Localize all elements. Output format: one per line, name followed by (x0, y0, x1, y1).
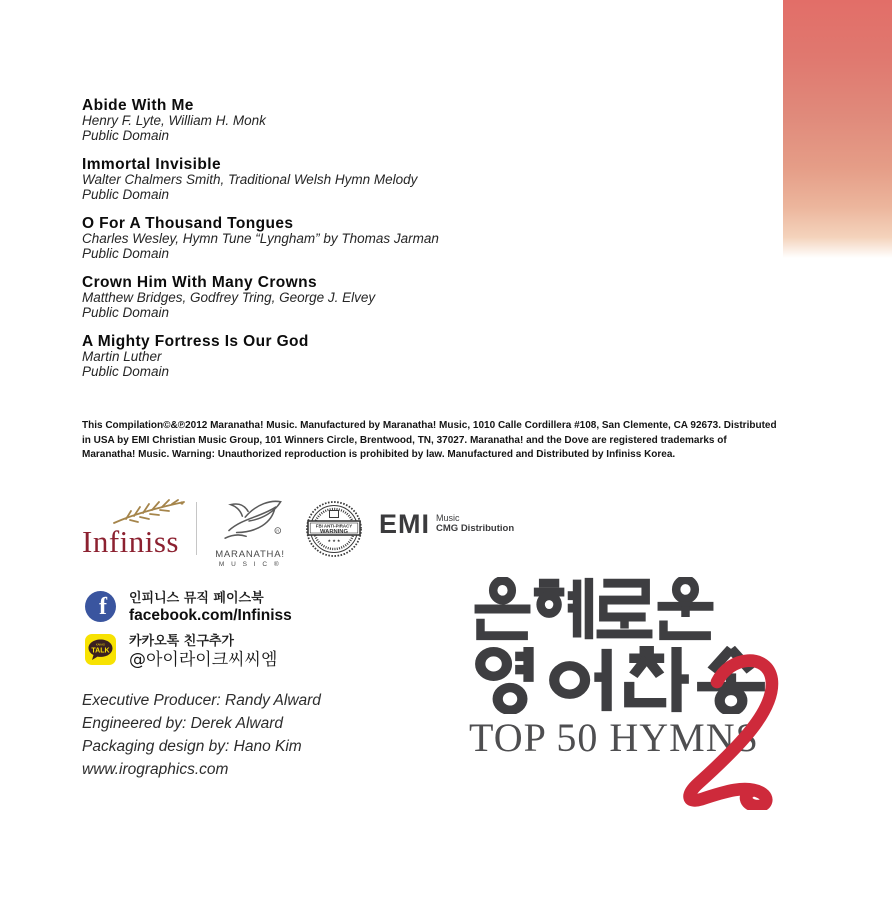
hangul-eun (472, 577, 533, 641)
track-item (82, 274, 562, 320)
fbi-seal-line2: WARNING (319, 528, 349, 535)
production-credits (82, 689, 321, 781)
korean-title-line1-text (0, 0, 1, 1)
kakaotalk-icon (85, 634, 116, 665)
social-links (85, 591, 292, 679)
track-credits: Matthew Bridges, Godfrey Tring, George J. Elvey (82, 290, 376, 305)
korean-title-line1 (472, 577, 716, 641)
track-credits: Henry F. Lyte, William H. Monk (82, 113, 266, 128)
credit-packaging-design: Packaging design by: Hano Kim (82, 738, 302, 755)
svg-text:R: R (276, 529, 280, 534)
track-rights: Public Domain (82, 304, 170, 320)
infiniss-logo (82, 497, 182, 560)
fbi-anti-piracy-seal (305, 500, 363, 558)
credit-executive-producer: Executive Producer: Randy Alward (82, 692, 321, 709)
logos-row (82, 497, 514, 568)
facebook-label: 인피니스 뮤직 페이스북 (129, 591, 264, 606)
kakaotalk-talk-text: TALK (91, 647, 110, 655)
emi-cmg-label: CMG Distribution (436, 523, 515, 534)
fbi-seal-stars: ★ ★ ★ (327, 538, 341, 543)
track-credits: Walter Chalmers Smith, Traditional Welsh Hymn Melody (82, 172, 418, 187)
track-item (82, 156, 562, 202)
edition-number-2 (646, 650, 796, 810)
track-rights: Public Domain (82, 186, 170, 202)
facebook-row (85, 591, 292, 625)
track-title: Abide With Me (82, 97, 194, 114)
olive-branch-icon (112, 499, 186, 525)
kakao-row (85, 634, 292, 670)
track-credits: Martin Luther (82, 349, 162, 364)
track-rights: Public Domain (82, 245, 170, 261)
track-title: A Mighty Fortress Is Our God (82, 333, 309, 350)
hangul-ro (594, 577, 655, 641)
maranatha-music-label: M U S I C ® (218, 561, 282, 568)
dove-icon (216, 497, 284, 543)
fbi-seal-line1: FBI ANTI-PIRACY (315, 523, 353, 529)
track-credits: Charles Wesley, Hymn Tune “Lyngham” by Thomas Jarman (82, 231, 439, 246)
hangul-hye (533, 577, 594, 641)
emi-logo (379, 509, 515, 539)
hangul-un (655, 577, 716, 641)
infiniss-wordmark: Infiniss (82, 524, 179, 559)
korean-title-line2-text (0, 0, 1, 1)
track-title: Crown Him With Many Crowns (82, 274, 318, 291)
maranatha-logo (209, 497, 291, 568)
english-title: TOP 50 HYMNS (469, 715, 759, 760)
track-item (82, 97, 562, 143)
svg-text:KAKAO: KAKAO (96, 643, 105, 647)
kakao-label: 카카오톡 친구추가 (129, 634, 234, 649)
track-title: O For A Thousand Tongues (82, 215, 294, 232)
track-title: Immortal Invisible (82, 156, 221, 173)
track-list (82, 97, 562, 392)
logo-divider (196, 502, 197, 555)
emi-music-label: Music (436, 513, 460, 523)
watercolor-strip-image (783, 0, 892, 258)
edition-number-text (0, 0, 1, 1)
facebook-f-glyph: f (99, 594, 107, 620)
emi-wordmark: EMI (379, 509, 431, 539)
track-item (82, 215, 562, 261)
hangul-eo (546, 646, 620, 714)
legal-notice: This Compilation©&℗2012 Maranatha! Music. Manufactured by Maranatha! Music, 1010 Calle Cordillera #108, San Clemente, CA 92673. Distributed in USA by EMI Christian Music Group, 101 Winners Circle, Brentwood, TN, 37027. Maranatha! and the Dove are registered trademarks of Maranatha! Music. Warning: Unauthorized reproduction is prohibited by law. Manufactured and Distributed by Infiniss Korea. (82, 420, 777, 460)
maranatha-wordmark: MARANATHA! (215, 549, 285, 560)
credit-website: www.irographics.com (82, 761, 229, 778)
facebook-url: facebook.com/Infiniss (129, 607, 292, 624)
facebook-icon (85, 591, 116, 622)
track-item (82, 333, 562, 379)
track-rights: Public Domain (82, 363, 170, 379)
kakao-handle: @아이라이크씨씨엠 (129, 650, 278, 670)
track-rights: Public Domain (82, 127, 170, 143)
hangul-yeong (472, 646, 546, 714)
credit-engineer: Engineered by: Derek Alward (82, 715, 284, 732)
